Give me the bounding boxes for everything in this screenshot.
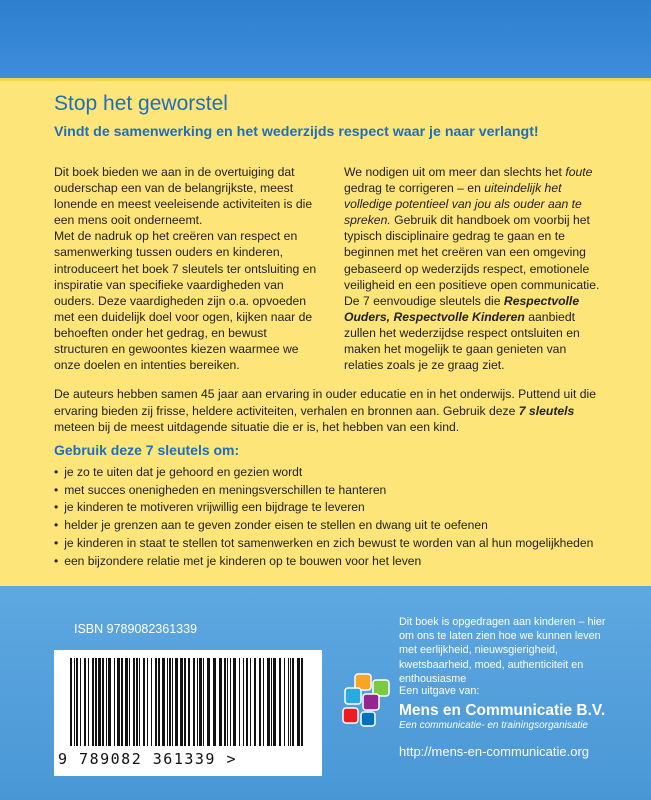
left-paragraph-1: Dit boek bieden we aan in de overtuiging dat ouderschap een van de belangrijkste, meest lonende en meest veeleisende activiteiten is die een mens ooit onderneemt.: [54, 165, 313, 228]
publisher-logo-icon: [341, 672, 395, 728]
seven-keys-emphasis: 7 sleutels: [518, 403, 575, 418]
text-run: gedrag te corrigeren – en: [344, 181, 485, 196]
list-item: • je zo te uiten dat je gehoord en gezien wordt: [54, 464, 593, 482]
keys-heading: Gebruik deze 7 sleutels om:: [54, 442, 240, 458]
emphasis-foute: foute: [565, 165, 593, 179]
left-column: [54, 164, 324, 373]
barcode-icon: [70, 658, 306, 750]
publisher-url: http://mens-en-communicatie.org: [399, 744, 590, 759]
barcode-digits: 9 789082 361339 >: [58, 750, 238, 768]
top-blue-band: [0, 0, 651, 78]
publisher-label: Een uitgave van:: [399, 685, 480, 697]
dedication-text: Dit boek is opgedragen aan kinderen – hier om ons te laten zien hoe we kunnen leven met eerlijkheid, nieuwsgierigheid, kwetsbaarheid, moed, authenticiteit en enthousiasme: [399, 616, 606, 685]
authors-paragraph: [54, 386, 614, 436]
right-paragraph: [344, 164, 602, 373]
page-title: Stop het geworstel: [54, 92, 228, 115]
list-item: • met succes onenigheden en meningsverschillen te hanteren: [54, 482, 593, 500]
list-item: • helder je grenzen aan te geven zonder eisen te stellen en dwang uit te oefenen: [54, 517, 593, 535]
page-subtitle: Vindt de samenwerking en het wederzijds respect waar je naar verlangt!: [54, 124, 539, 140]
keys-list: [54, 464, 593, 570]
barcode: [54, 650, 322, 776]
text-run: meteen bij de meest uitdagende situatie die er is, het hebben van een kind.: [54, 420, 460, 434]
list-item: • een bijzondere relatie met je kinderen op te bouwen voor het leven: [54, 553, 593, 571]
publisher-tagline: Een communicatie- en trainingsorganisatie: [399, 720, 588, 731]
isbn-text: ISBN 9789082361339: [74, 622, 198, 636]
text-run: We nodigen uit om meer dan slechts het: [344, 165, 566, 179]
text-run: De auteurs hebben samen 45 jaar aan ervaring in ouder educatie en in het onderwijs. Puttend uit die ervaring bieden zij frisse, heldere activiteiten, verhalen en bronnen aan. Gebruik deze: [54, 387, 597, 418]
left-paragraph-2: Met de nadruk op het creëren van respect en samenwerking tussen ouders en kinderen, introduceert het boek 7 sleutels ter ontsluiting en inspiratie van specifieke vaardigheden van ouders. Deze vaardigheden zijn o.a. opvoeden met een duidelijk doel voor ogen, kijken naar de behoeften onder het gedrag, en bewust structuren en gewoontes kiezen waarmee we onze doelen en intenties bereiken.: [54, 229, 317, 373]
publisher-name: Mens en Communicatie B.V.: [399, 702, 606, 719]
list-item: • je kinderen te motiveren vrijwillig een bijdrage te leveren: [54, 499, 593, 517]
right-column: [344, 164, 602, 373]
book-title-emphasis: Respectvolle Ouders, Respectvolle Kinderen: [344, 293, 580, 324]
text-run: Gebruik dit handboek om voorbij het typisch disciplinaire gedrag te gaan en te beginnen met het creëren van een omgeving gebaseerd op wederzijds respect, emotionele veiligheid en een positieve open communicatie. De 7 eenvoudige sleutels die: [344, 213, 600, 308]
list-item: • je kinderen in staat te stellen tot samenwerken en zich bewust te worden van al hun mogelijkheden: [54, 535, 593, 553]
emphasis-potential: uiteindelijk het volledige potentieel van jou als ouder aan te spreken.: [344, 181, 582, 228]
text-run: aanbiedt zullen het wederzijdse respect ontsluiten en maken het mogelijk te gaan genieten van relaties zoals je ze graag ziet.: [344, 309, 580, 373]
